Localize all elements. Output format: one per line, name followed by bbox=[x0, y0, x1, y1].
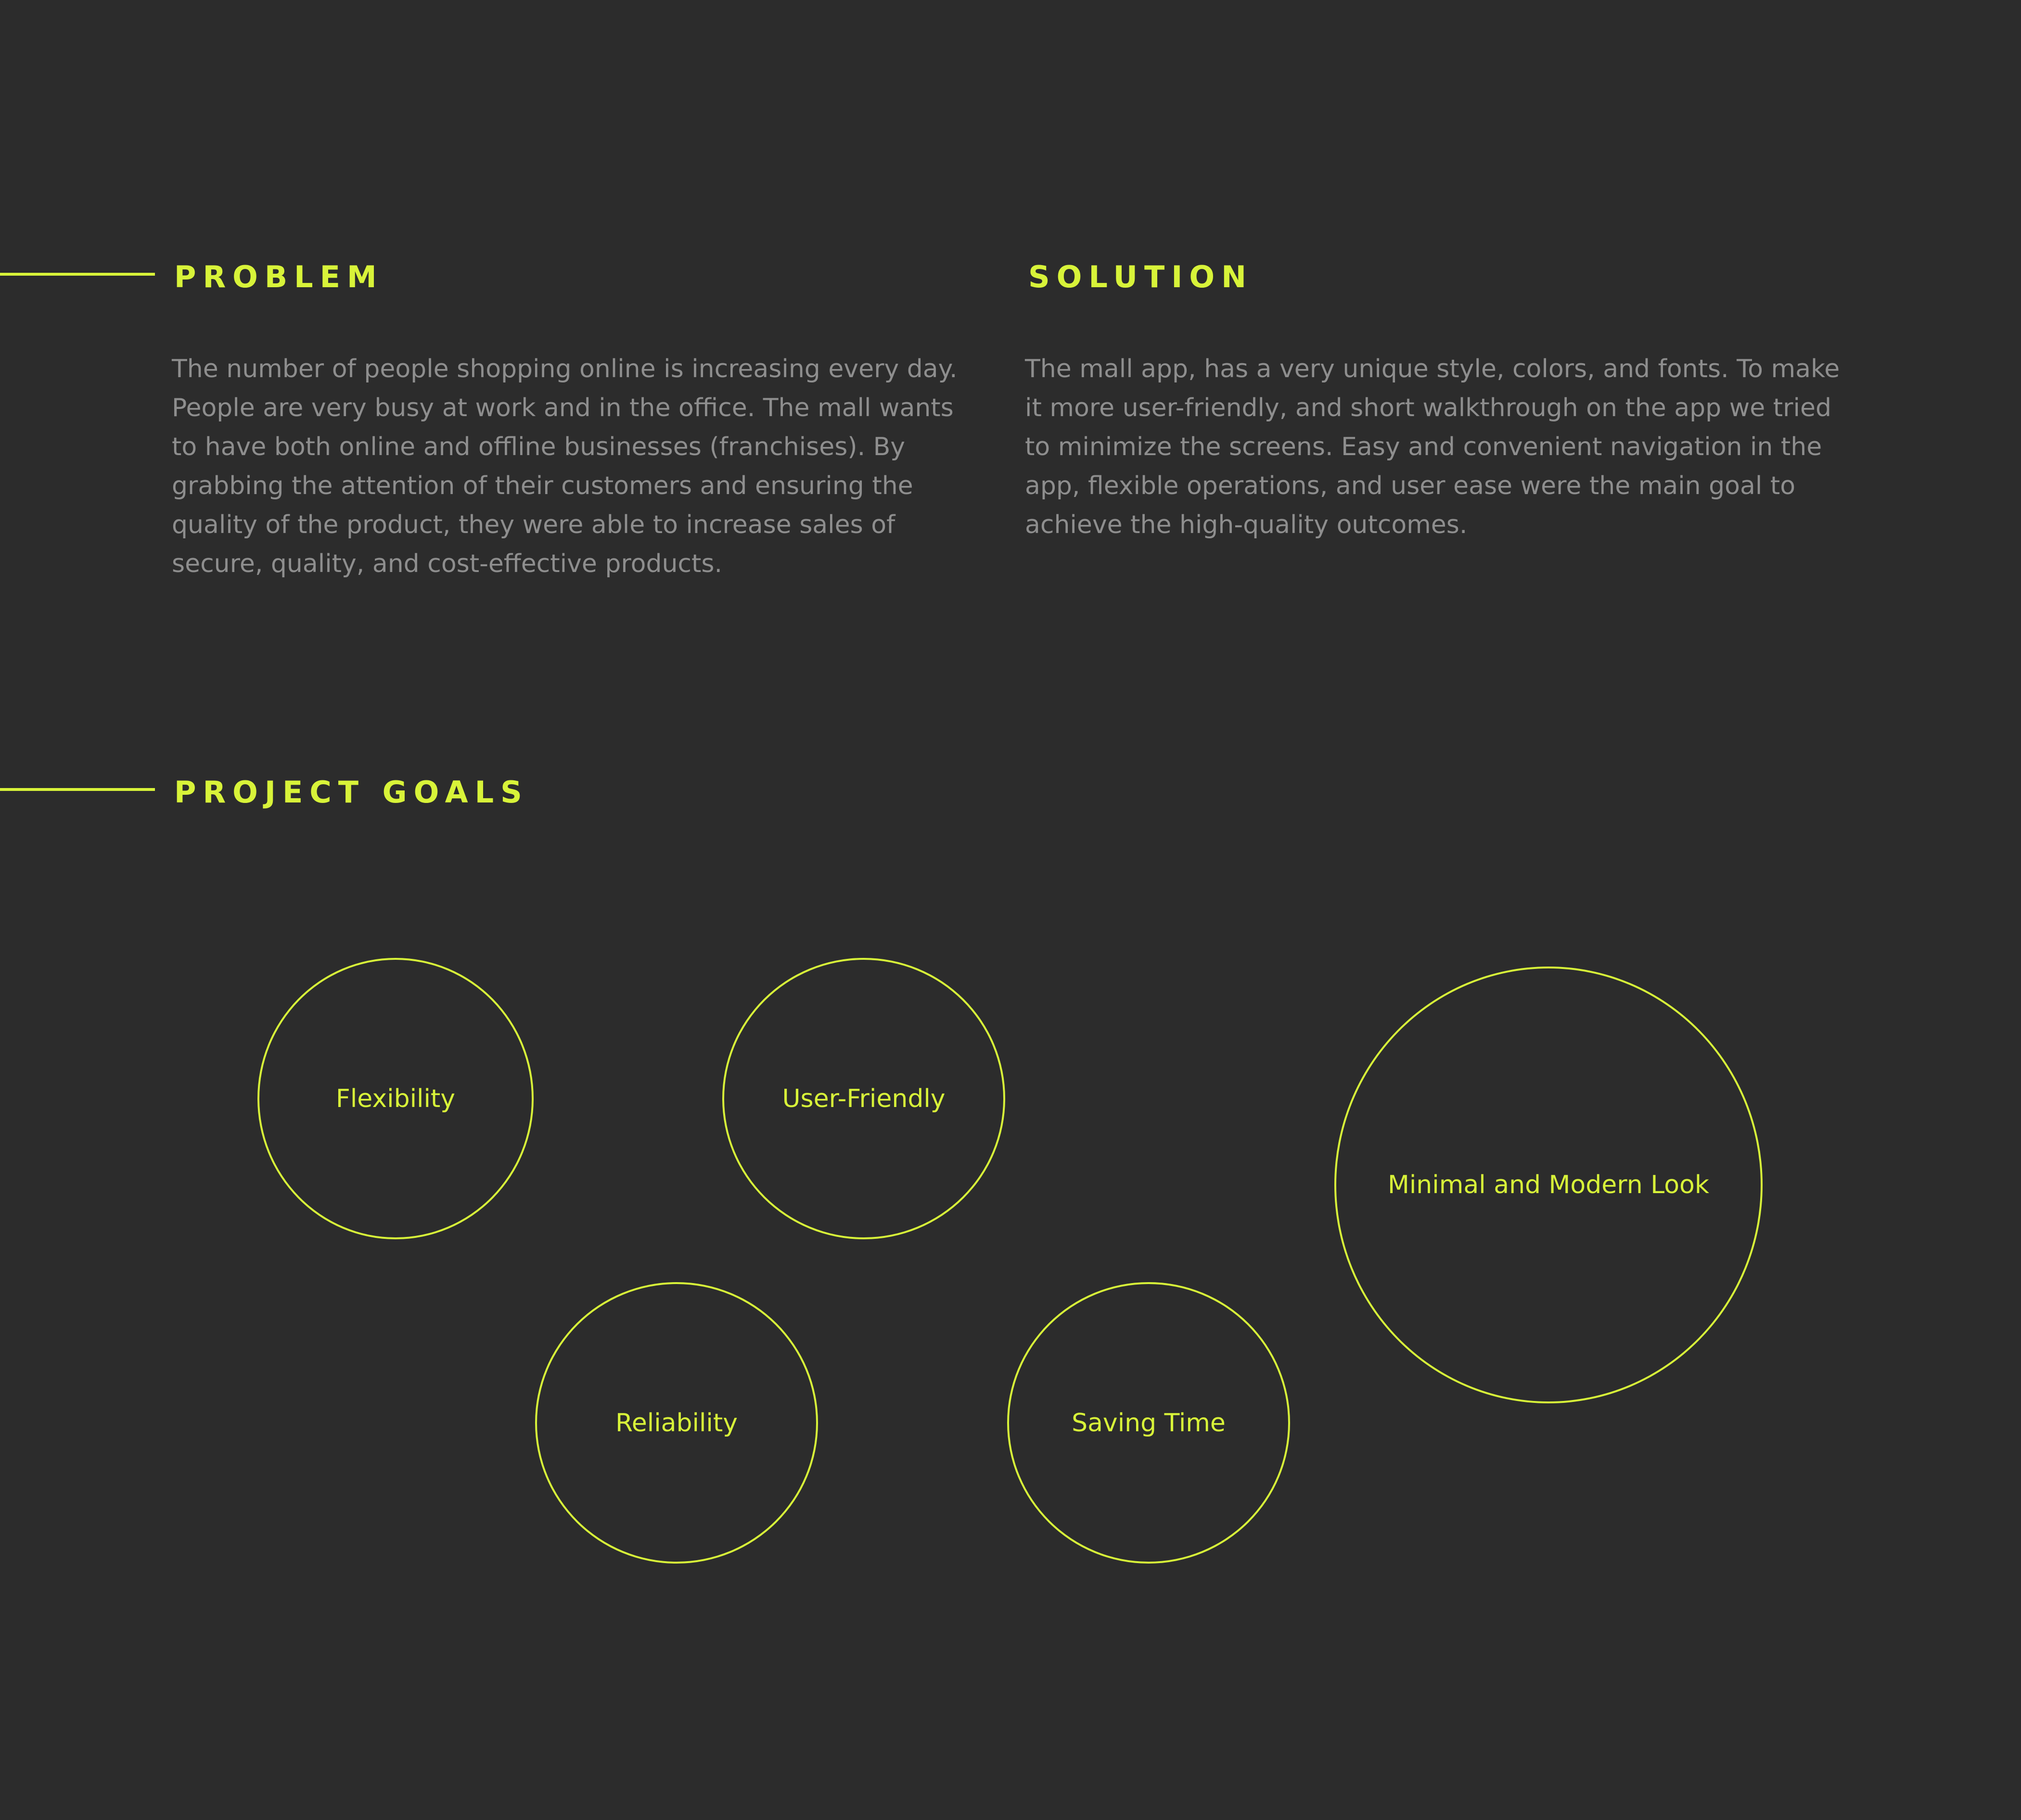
problem-heading: PROBLEM bbox=[174, 259, 384, 294]
goal-label: Minimal and Modern Look bbox=[1387, 1171, 1709, 1199]
goal-label: Reliability bbox=[615, 1408, 738, 1438]
solution-heading: SOLUTION bbox=[1028, 259, 1253, 294]
goal-circle-reliability bbox=[535, 1282, 818, 1564]
problem-description: The number of people shopping online is increasing every day. People are very busy at work and in the office. The mall wants to have both online and offline businesses (franchises). By grabbing the attention of their customers and ensuring the quality of the product, they were able to increase sales of secure, quality, and cost-effective products. bbox=[172, 355, 958, 578]
problem-accent-line bbox=[0, 273, 155, 276]
goal-label: Flexibility bbox=[335, 1084, 456, 1113]
goal-circle-minimal-modern-look bbox=[1334, 967, 1763, 1403]
goal-label: User-Friendly bbox=[782, 1084, 946, 1113]
goal-circle-user-friendly bbox=[722, 958, 1005, 1239]
goal-circle-flexibility bbox=[257, 958, 534, 1239]
goal-circle-saving-time bbox=[1007, 1282, 1290, 1564]
project-goals-heading: PROJECT GOALS bbox=[174, 775, 529, 810]
goal-label: Saving Time bbox=[1072, 1408, 1226, 1438]
solution-description: The mall app, has a very unique style, colors, and fonts. To make it more user-friendly, and short walkthrough on the app we tried to minimize the screens. Easy and convenient navigation in the app, flexible operations, and user ease were the main goal to achieve the high-quality outcomes. bbox=[1025, 355, 1840, 539]
goals-accent-line bbox=[0, 788, 155, 791]
